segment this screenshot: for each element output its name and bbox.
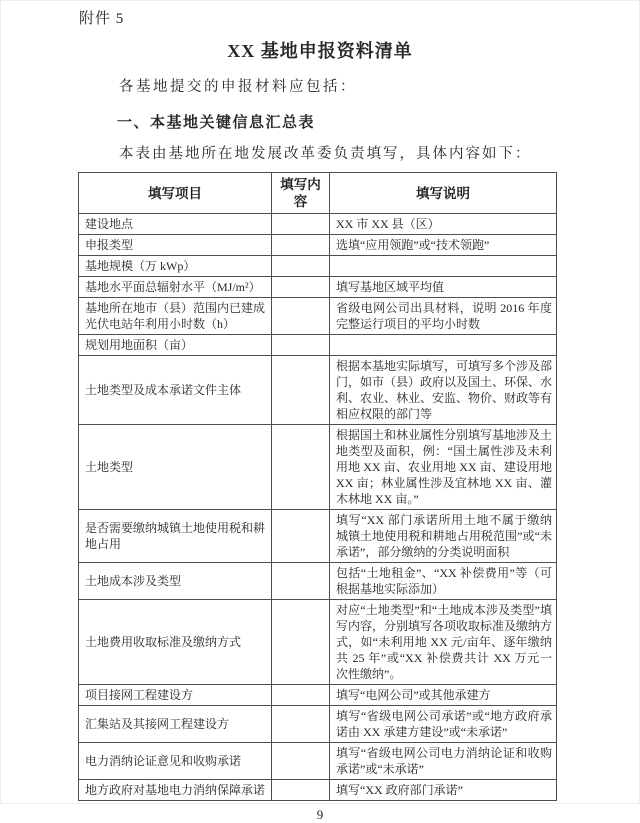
item-cell: 电力消纳论证意见和收购承诺 xyxy=(79,743,272,780)
table-row xyxy=(79,256,557,277)
table-row xyxy=(79,335,557,356)
intro-text: 各基地提交的申报材料应包括： xyxy=(119,79,357,95)
item-cell: 申报类型 xyxy=(79,235,272,256)
item-cell: 汇集站及其接网工程建设方 xyxy=(79,706,272,743)
item-cell: 土地类型及成本承诺文件主体 xyxy=(79,356,272,425)
content-cell xyxy=(272,214,330,235)
description-cell: 根据本基地实际填写，可填写多个涉及部门，如市（县）政府以及国土、环保、水利、农业、林业、安监、物价、财政等有相应权限的部门等 xyxy=(330,356,557,425)
table-row xyxy=(79,425,557,510)
item-cell: 项目接网工程建设方 xyxy=(79,685,272,706)
table-row xyxy=(79,600,557,685)
attachment-label: 附件 5 xyxy=(79,11,125,27)
table-row xyxy=(79,685,557,706)
table-row xyxy=(79,743,557,780)
item-cell: 基地所在地市（县）范围内已建成光伏电站年利用小时数（h） xyxy=(79,298,272,335)
description-cell: XX 市 XX 县（区） xyxy=(330,214,557,235)
description-cell xyxy=(330,256,557,277)
content-cell xyxy=(272,600,330,685)
section-heading: 一、本基地关键信息汇总表 xyxy=(117,114,316,131)
table-row xyxy=(79,563,557,600)
item-cell: 基地水平面总辐射水平（MJ/m²） xyxy=(79,277,272,298)
content-cell xyxy=(272,256,330,277)
description-cell: 填写“省级电网公司承诺”或“地方政府承诺由 XX 承建方建设”或“未承诺” xyxy=(330,706,557,743)
item-cell: 是否需要缴纳城镇土地使用税和耕地占用 xyxy=(79,510,272,563)
content-cell xyxy=(272,706,330,743)
content-cell xyxy=(272,356,330,425)
table-row xyxy=(79,780,557,801)
column-header-item: 填写项目 xyxy=(79,173,272,214)
table-row xyxy=(79,214,557,235)
description-cell: 选填“应用领跑”或“技术领跑” xyxy=(330,235,557,256)
description-cell: 对应“土地类型”和“土地成本涉及类型”填写内容，分别填写各项收取标准及缴纳方式，如“未利用地 XX 元/亩年、逐年缴纳共 25 年”或“XX 补偿费共计 XX 万元一次性缴纳”。 xyxy=(330,600,557,685)
table-row xyxy=(79,298,557,335)
content-cell xyxy=(272,743,330,780)
column-header-description: 填写说明 xyxy=(330,173,557,214)
description-cell: 省级电网公司出具材料，说明 2016 年度完整运行项目的平均小时数 xyxy=(330,298,557,335)
description-cell: 包括“土地租金”、“XX 补偿费用”等（可根据基地实际添加） xyxy=(330,563,557,600)
content-cell xyxy=(272,335,330,356)
content-cell xyxy=(272,298,330,335)
table-row xyxy=(79,510,557,563)
table-note: 本表由基地所在地发展改革委负责填写，具体内容如下： xyxy=(119,146,532,162)
item-cell: 土地费用收取标准及缴纳方式 xyxy=(79,600,272,685)
item-cell: 建设地点 xyxy=(79,214,272,235)
content-cell xyxy=(272,780,330,801)
description-cell: 填写“电网公司”或其他承建方 xyxy=(330,685,557,706)
content-cell xyxy=(272,235,330,256)
description-cell: 填写基地区域平均值 xyxy=(330,277,557,298)
content-cell xyxy=(272,510,330,563)
description-cell xyxy=(330,335,557,356)
page-number: 9 xyxy=(316,807,324,822)
page-title: XX 基地申报资料清单 xyxy=(227,41,413,61)
item-cell: 土地成本涉及类型 xyxy=(79,563,272,600)
content-cell xyxy=(272,685,330,706)
table-header-row xyxy=(79,173,557,214)
content-cell xyxy=(272,277,330,298)
table-row xyxy=(79,235,557,256)
item-cell: 地方政府对基地电力消纳保障承诺 xyxy=(79,780,272,801)
table-row xyxy=(79,277,557,298)
item-cell: 基地规模（万 kWp） xyxy=(79,256,272,277)
column-header-content: 填写内容 xyxy=(272,173,330,214)
table-row xyxy=(79,356,557,425)
content-cell xyxy=(272,563,330,600)
summary-table xyxy=(78,172,557,801)
content-cell xyxy=(272,425,330,510)
item-cell: 土地类型 xyxy=(79,425,272,510)
item-cell: 规划用地面积（亩） xyxy=(79,335,272,356)
table-row xyxy=(79,706,557,743)
description-cell: 填写“省级电网公司电力消纳论证和收购承诺”或“未承诺” xyxy=(330,743,557,780)
description-cell: 填写“XX 部门承诺所用土地不属于缴纳城镇土地使用税和耕地占用税范围”或“未承诺”，部分缴纳的分类说明面积 xyxy=(330,510,557,563)
description-cell: 根据国土和林业属性分别填写基地涉及土地类型及面积，例：“国土属性涉及未利用地 XX 亩、农业用地 XX 亩、建设用地 XX 亩；林业属性涉及宜林地 XX 亩、灌木林地 XX 亩。” xyxy=(330,425,557,510)
description-cell: 填写“XX 政府部门承诺” xyxy=(330,780,557,801)
